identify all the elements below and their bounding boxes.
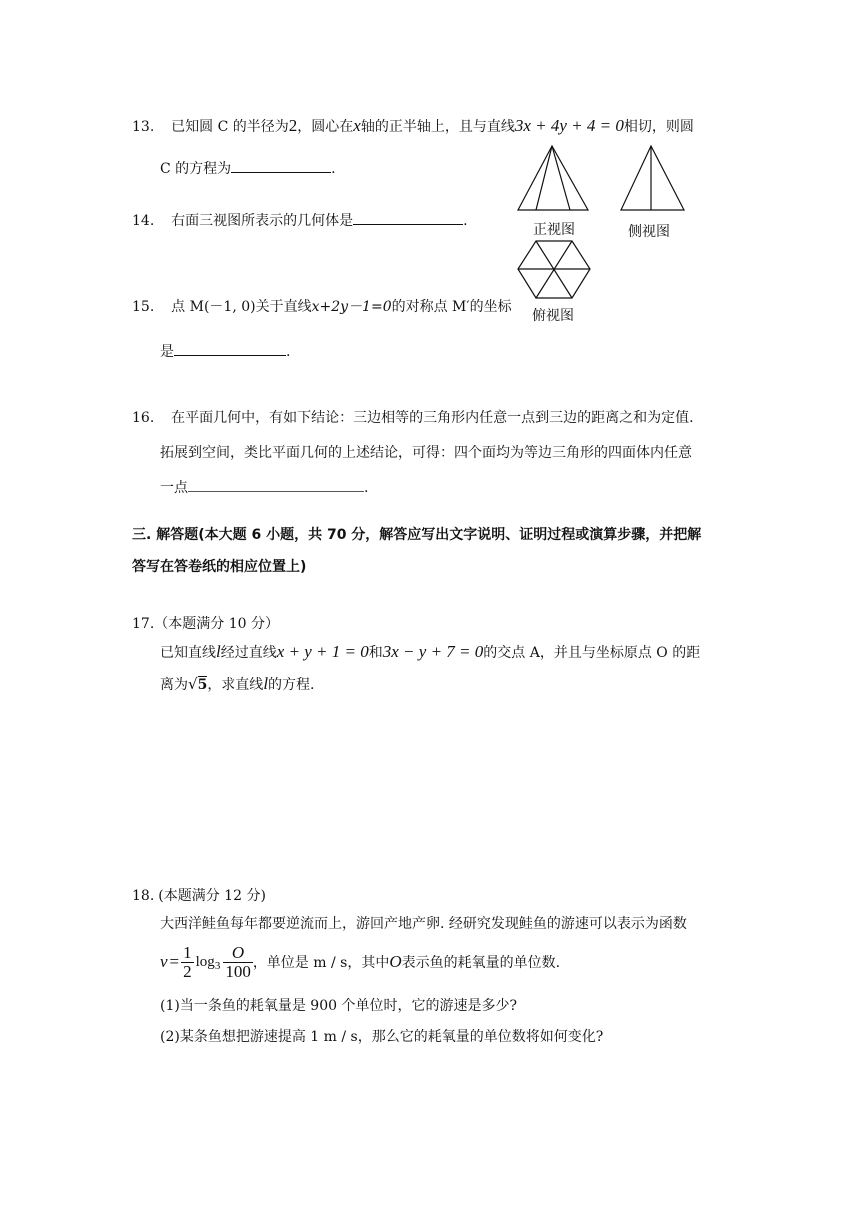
q13-radius: 2 [288,116,298,135]
q15-end: . [286,344,291,360]
q18-v-var: v [160,952,168,971]
q17-text2: 经过直线 [220,645,277,661]
q18-equals: = [169,952,180,971]
q16-line2 [160,443,692,463]
q17-text7: 的方程. [268,677,315,693]
top-view-label: 俯视图 [532,308,574,324]
q18-part2: (2)某条鱼想把游速提高 1 m / s，那么它的耗氧量的单位数将如何变化? [160,1029,604,1045]
q17-eq2: 3x − y + 7 = 0 [382,642,484,661]
q17-header [132,614,279,634]
q17-l-var-2: l [263,674,269,693]
q16-text-line2: 拓展到空间，类比平面几何的上述结论，可得：四个面均为等边三角形的四面体内任意 [160,445,692,461]
q13-text2: ，圆心在 [297,119,354,135]
side-view-label: 侧视图 [628,224,670,240]
q16-text-line1: 在平面几何中，有如下结论：三边相等的三角形内任意一点到三边的距离之和为定值. [171,410,694,426]
q17-eq1: x + y + 1 = 0 [276,642,369,661]
q18-o-den: 100 [225,961,251,981]
q16-line3 [160,477,368,498]
section3-heading-line1: 三. 解答题(本大题 6 小题，共 70 分，解答应写出文字说明、证明过程或演算步骤，并把解 [132,527,702,543]
q15-answer-blank[interactable] [174,341,286,356]
q13-number: 13. [132,119,155,135]
q18-text-end: 表示鱼的耗氧量的单位数. [401,955,561,971]
front-view-figure [514,142,594,214]
q16-answer-blank[interactable] [188,477,364,492]
q17-sqrt5: 5 [197,677,208,693]
q18-header [132,886,266,906]
q13-x-var: x [353,116,361,135]
q18-half-den: 2 [183,961,192,981]
front-view-label: 正视图 [533,222,575,238]
q18-line1: 大西洋鲑鱼每年都要逆流而上，游回产地产卵. 经研究发现鲑鱼的游速可以表示为函数 [160,916,687,932]
section3-heading-line2: 答写在答卷纸的相应位置上) [132,559,307,575]
q15-text2: 的对称点 M′的坐标 [391,299,512,315]
q14-end: . [463,213,468,229]
q18-number: 18. [132,888,155,904]
q18-score: (本题满分 12 分) [158,888,266,904]
q16-line1 [132,408,694,428]
q13-text5: C 的方程为 [160,161,232,177]
q13-text1: 已知圆 C 的半径为 [171,119,289,135]
q13-text3: 轴的正半轴上，且与直线 [360,119,515,135]
q18-part1: (1)当一条鱼的耗氧量是 900 个单位时，它的游速是多少? [160,998,517,1014]
q17-text4: 的交点 A，并且与坐标原点 O 的距 [483,645,701,661]
q17-text6: ，求直线 [207,677,264,693]
q18-o-var: O [389,952,402,971]
q16-text-line3: 一点 [160,480,188,496]
q17-number: 17. [132,616,155,632]
q18-o-fraction [223,944,253,981]
side-view-figure [618,142,688,214]
q17-line2 [160,674,315,695]
q14-answer-blank[interactable] [353,210,463,225]
q16-end: . [364,480,369,496]
q18-o-num: O [223,944,253,963]
q13-line1 [132,116,694,137]
top-view-figure [514,238,594,302]
q15-line2 [160,341,290,362]
q13-text4: 相切，则圆 [623,119,694,135]
q18-text-after: ，单位是 m / s，其中 [252,955,390,971]
q13-answer-blank[interactable] [231,158,331,173]
q13-line2 [160,158,336,179]
q17-text5: 离为 [160,677,188,693]
q14-number: 14. [132,213,155,229]
q17-text3: 和 [368,645,383,661]
q15-text3: 是 [160,344,174,360]
q17-line1 [160,642,700,663]
q14-text: 右面三视图所表示的几何体是 [171,213,354,229]
q17-score: （本题满分 10 分） [154,616,279,632]
q18-log-base: 3 [214,960,221,972]
q16-number: 16. [132,410,155,426]
q15-line-eq: x+2y－1=0 [311,299,392,315]
q13-end: . [331,161,336,177]
sqrt-symbol: √ [188,675,198,693]
q15-number: 15. [132,299,155,315]
q13-line-eq: 3x + 4y + 4 = 0 [514,116,624,135]
q15-line1 [132,297,512,317]
q17-text1: 已知直线 [160,645,216,661]
q17-l-var: l [216,642,221,661]
q18-log: log [195,953,215,970]
q18-half-num: 1 [183,942,192,962]
q15-text1: 点 M(－1, 0)关于直线 [171,299,312,315]
q18-half-fraction [181,944,194,981]
q14-line [132,210,468,231]
q18-formula-line [160,940,560,984]
